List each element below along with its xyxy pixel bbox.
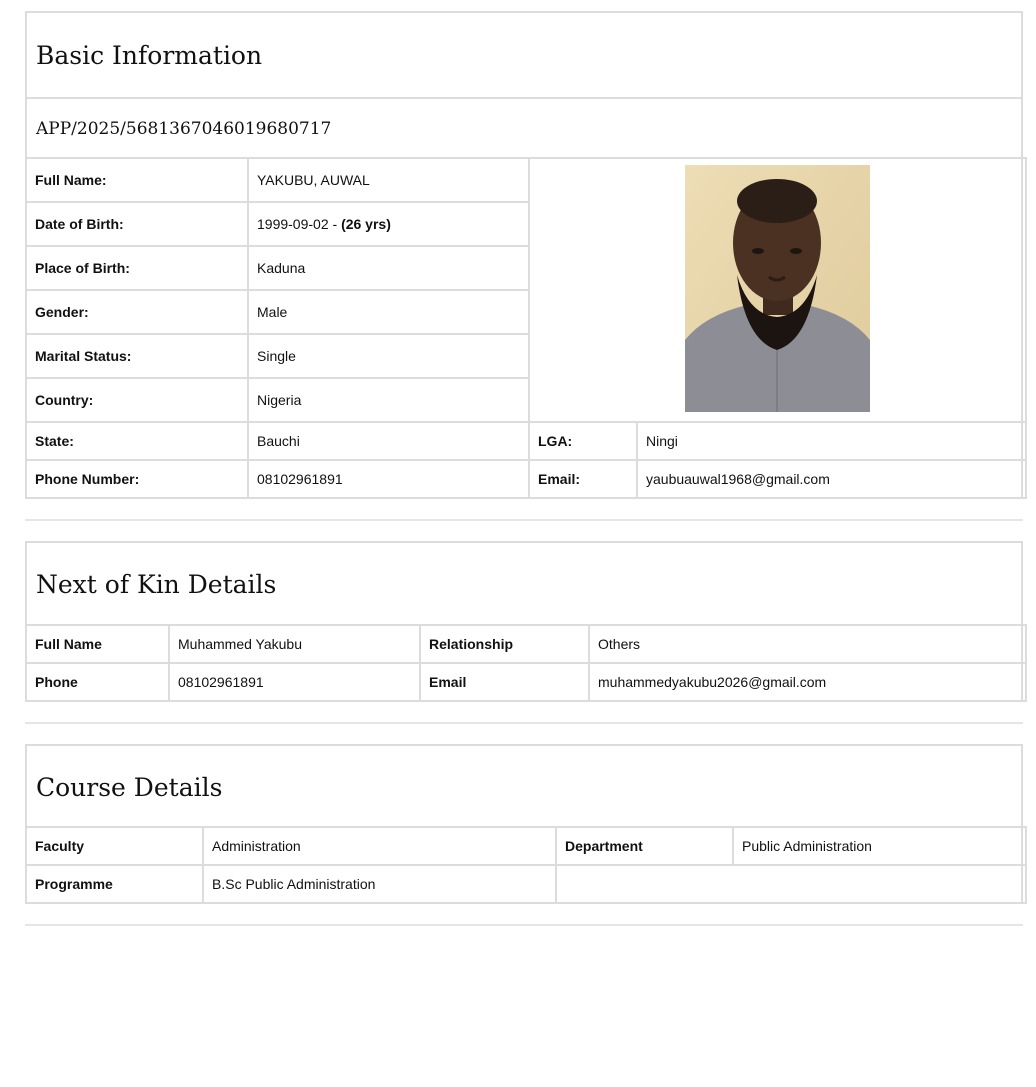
section-title-kin: Next of Kin Details [36, 570, 277, 599]
marital-status-value: Single [248, 334, 529, 378]
age: (26 yrs) [341, 216, 391, 232]
programme-label: Programme [26, 865, 203, 903]
application-id: APP/2025/5681367046019680717 [27, 97, 1021, 159]
kin-phone-value: 08102961891 [169, 663, 420, 701]
email-value: yaubuauwal1968@gmail.com [637, 460, 1026, 498]
row-label: Gender: [26, 290, 248, 334]
table-row [26, 422, 1026, 460]
table-row [26, 827, 1026, 865]
gender-value: Male [248, 290, 529, 334]
dob-value [248, 202, 529, 246]
applicant-record [25, 11, 1023, 926]
place-of-birth-value: Kaduna [248, 246, 529, 290]
table-row [26, 158, 1026, 202]
kin-relationship-value: Others [589, 625, 1026, 663]
kin-fullname-label: Full Name [26, 625, 169, 663]
lga-value: Ningi [637, 422, 1026, 460]
kin-email-value: muhammedyakubu2026@gmail.com [589, 663, 1026, 701]
section-title-basic: Basic Information [36, 40, 263, 70]
empty-cell [556, 865, 1026, 903]
table-row [26, 460, 1026, 498]
row-label: Full Name: [26, 158, 248, 202]
kin-email-label: Email [420, 663, 589, 701]
row-label: Country: [26, 378, 248, 422]
phone-value: 08102961891 [248, 460, 529, 498]
faculty-label: Faculty [26, 827, 203, 865]
state-label: State: [26, 422, 248, 460]
table-row [26, 663, 1026, 701]
table-row [26, 865, 1026, 903]
full-name-value: YAKUBU, AUWAL [248, 158, 529, 202]
row-label: Date of Birth: [26, 202, 248, 246]
email-label: Email: [529, 460, 637, 498]
row-label: Place of Birth: [26, 246, 248, 290]
divider [25, 924, 1023, 926]
faculty-value: Administration [203, 827, 556, 865]
table-row [26, 625, 1026, 663]
next-of-kin-section [25, 541, 1023, 702]
kin-relationship-label: Relationship [420, 625, 589, 663]
dob-date: 1999-09-02 - [257, 216, 342, 232]
country-value: Nigeria [248, 378, 529, 422]
phone-label: Phone Number: [26, 460, 248, 498]
photo-cell [529, 158, 1026, 422]
basic-info-table [25, 157, 1027, 499]
kin-phone-label: Phone [26, 663, 169, 701]
lga-label: LGA: [529, 422, 637, 460]
basic-information-section [25, 11, 1023, 499]
programme-value: B.Sc Public Administration [203, 865, 556, 903]
department-value: Public Administration [733, 827, 1026, 865]
course-table [25, 826, 1027, 904]
course-details-section [25, 744, 1023, 904]
kin-fullname-value: Muhammed Yakubu [169, 625, 420, 663]
row-label: Marital Status: [26, 334, 248, 378]
department-label: Department [556, 827, 733, 865]
applicant-photo [685, 165, 870, 412]
section-title-course: Course Details [36, 772, 223, 802]
kin-table [25, 624, 1027, 702]
state-value: Bauchi [248, 422, 529, 460]
